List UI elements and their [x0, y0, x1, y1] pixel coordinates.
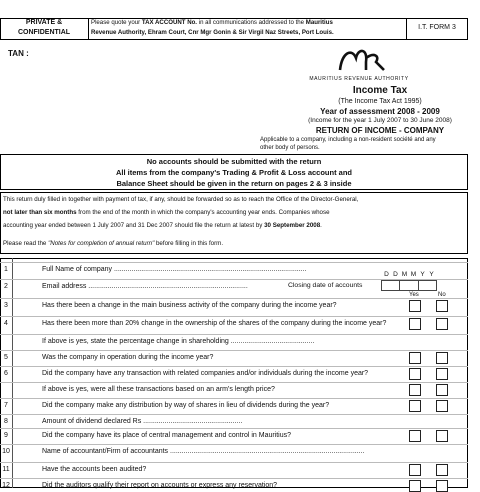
no-checkbox[interactable] — [436, 480, 448, 492]
applicable-line-1: Applicable to a company, including a non-resident société and any — [260, 137, 436, 143]
no-checkbox[interactable] — [436, 384, 448, 396]
question-row-divider — [0, 298, 468, 299]
instructions-line-3: accounting year ended between 1 July 2007 and 31 Dec 2007 should file the return at latest by 30 September 2008. — [3, 222, 322, 229]
yes-checkbox[interactable] — [409, 368, 421, 380]
mra-logo-icon — [330, 44, 390, 74]
question-number: 8 — [4, 418, 8, 425]
tan-label: TAN : — [8, 49, 29, 58]
question-text: Did the company have its place of central management and control in Mauritius? — [42, 432, 292, 439]
number-column-divider — [12, 258, 13, 488]
yes-column-label: Yes — [409, 292, 419, 298]
question-row-divider — [0, 366, 468, 367]
instructions-line-1: This return duly filled in together with payment of tax, if any, should be forwarded so as to reach the Office of the Director-General, — [3, 196, 359, 203]
question-row-divider — [0, 444, 468, 445]
question-number: 2 — [4, 283, 8, 290]
title-act: (The Income Tax Act 1995) — [338, 98, 422, 105]
no-checkbox[interactable] — [436, 400, 448, 412]
title-income-tax: Income Tax — [352, 85, 408, 96]
question-text: Has there been a change in the main business activity of the company during the income year? — [42, 302, 337, 309]
no-checkbox[interactable] — [436, 464, 448, 476]
confidential-label-1: PRIVATE & — [25, 19, 63, 26]
yes-checkbox[interactable] — [409, 318, 421, 330]
closing-date-input[interactable] — [381, 280, 437, 291]
question-row-divider — [0, 262, 468, 263]
question-number: 7 — [4, 402, 8, 409]
header-divider-1 — [88, 18, 89, 40]
question-text: Have the accounts been audited? — [42, 466, 147, 473]
yes-checkbox[interactable] — [409, 480, 421, 492]
yes-checkbox[interactable] — [409, 430, 421, 442]
notice-line-2: All items from the company's Trading & Profit & Loss account and — [116, 168, 352, 177]
question-text: If above is yes, state the percentage change in shareholding ........................................... — [42, 338, 315, 345]
question-row-divider — [0, 334, 468, 335]
question-number: 4 — [4, 320, 8, 327]
question-text: Did the company make any distribution by way of shares in lieu of dividends during the year? — [42, 402, 330, 409]
date-sep-1 — [399, 280, 400, 291]
yes-checkbox[interactable] — [409, 384, 421, 396]
notice-line-1: No accounts should be submitted with the return — [146, 157, 322, 166]
confidential-label-2: CONFIDENTIAL — [17, 29, 71, 36]
question-text: Was the company in operation during the income year? — [42, 354, 214, 361]
question-number: 11 — [2, 466, 10, 473]
date-sep-2 — [418, 280, 419, 291]
no-checkbox[interactable] — [436, 430, 448, 442]
instructions-line-4: Please read the "Notes for completion of annual return" before filling in this form. — [3, 240, 224, 247]
form-id: I.T. FORM 3 — [418, 24, 456, 31]
logo-authority-text: MAURITIUS REVENUE AUTHORITY — [309, 76, 409, 82]
question-text: Amount of dividend declared Rs ................................................... — [42, 418, 243, 425]
question-row-divider — [0, 382, 468, 383]
title-income-year: (Income for the year 1 July 2007 to 30 June 2008) — [308, 117, 452, 124]
applicable-line-2: other body of persons. — [260, 145, 320, 151]
question-number: 12 — [2, 482, 10, 489]
yes-checkbox[interactable] — [409, 352, 421, 364]
no-column-label: No — [438, 292, 446, 298]
date-header: D D M M Y Y — [384, 271, 434, 278]
question-row-divider — [0, 398, 468, 399]
yes-checkbox[interactable] — [409, 464, 421, 476]
question-row-divider — [0, 462, 468, 463]
question-number: 1 — [4, 266, 8, 273]
question-number: 5 — [4, 354, 8, 361]
question-text: Did the auditors qualify their report on accounts or express any reservation? — [42, 482, 278, 489]
notice-line-3: Balance Sheet should be given in the return on pages 2 & 3 inside — [116, 179, 352, 188]
no-checkbox[interactable] — [436, 318, 448, 330]
question-row-divider — [0, 350, 468, 351]
header-notice-line-1: Please quote your TAX ACCOUNT No. in all communications addressed to the Mauritius — [91, 19, 333, 26]
question-number: 3 — [4, 302, 8, 309]
no-checkbox[interactable] — [436, 352, 448, 364]
question-text: Name of accountant/Firm of accountants .................................................................................................... — [42, 448, 365, 455]
instructions-line-2: not later than six months from the end of the month in which the company's accounting year ends. Companies whose — [3, 209, 330, 216]
header-notice-line-2: Revenue Authority, Ehram Court, Cnr Mgr Gonin & Sir Virgil Naz Streets, Port Louis. — [91, 29, 334, 36]
title-assessment: Year of assessment 2008 - 2009 — [320, 107, 440, 116]
title-return: RETURN OF INCOME - COMPANY — [315, 126, 445, 135]
question-row-divider — [0, 478, 468, 479]
question-text: Has there been more than 20% change in the ownership of the shares of the company during the income year? — [42, 320, 387, 327]
question-number: 9 — [4, 432, 8, 439]
question-row-divider — [0, 428, 468, 429]
closing-date-label: Closing date of accounts — [288, 282, 363, 289]
question-row-divider — [0, 279, 468, 280]
question-row-divider — [0, 414, 468, 415]
question-text: Email address .................................................................................. — [42, 283, 248, 290]
question-row-divider — [0, 316, 468, 317]
question-text: If above is yes, were all these transactions based on an arm's length price? — [42, 386, 275, 393]
question-number: 10 — [2, 448, 10, 455]
yes-checkbox[interactable] — [409, 300, 421, 312]
question-text: Full Name of company ................................................................................................... — [42, 266, 307, 273]
yes-checkbox[interactable] — [409, 400, 421, 412]
question-number: 6 — [4, 370, 8, 377]
no-checkbox[interactable] — [436, 368, 448, 380]
no-checkbox[interactable] — [436, 300, 448, 312]
question-text: Did the company have any transaction with related companies and/or individuals during the income year? — [42, 370, 369, 377]
